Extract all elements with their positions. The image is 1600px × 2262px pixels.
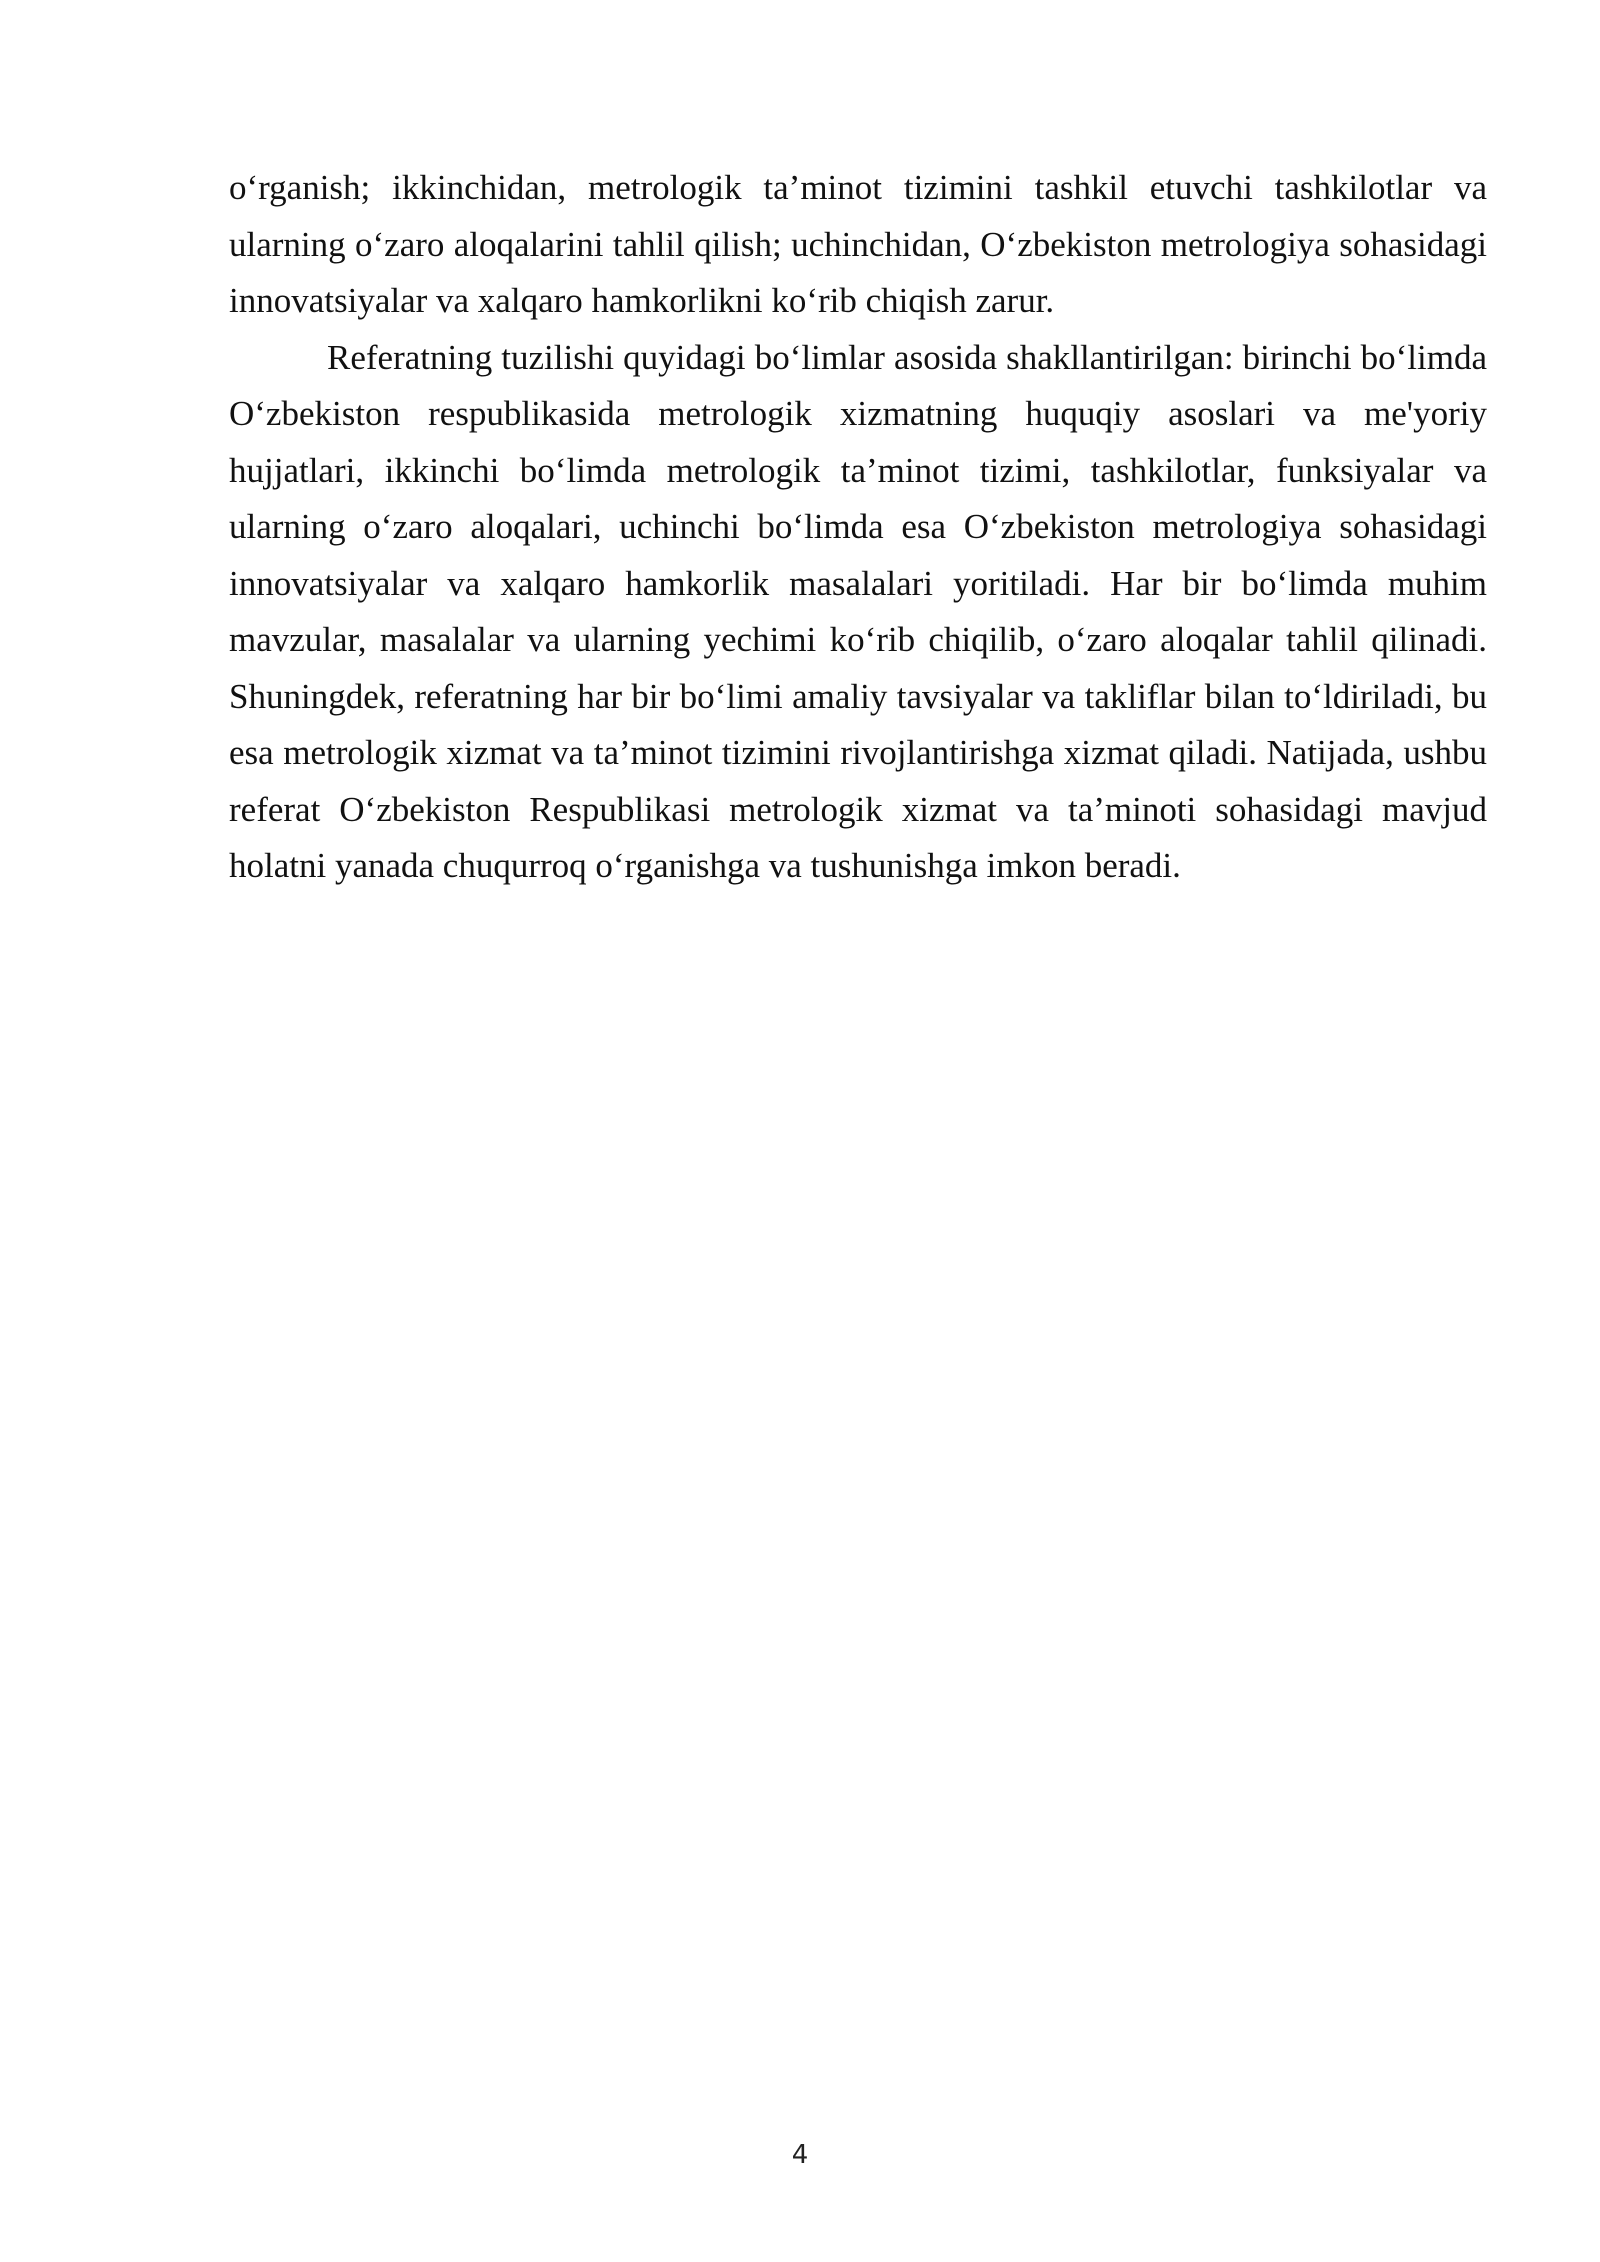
body-text xyxy=(229,160,1487,895)
paragraph-referat-structure: Referatning tuzilishi quyidagi bo‘limlar asosida shakllantirilgan: birinchi bo‘limda O‘zbekiston respublikasida metrologik xizmatning huquqiy asoslari va me'yoriy hujjatlari, ikkinchi bo‘limda metrologik ta’minot tizimi, tashkilotlar, funksiyalar va ularning o‘zaro aloqalari, uchinchi bo‘limda esa O‘zbekiston metrologiya sohasidagi innovatsiyalar va xalqaro hamkorlik masalalari yoritiladi. Har bir bo‘limda muhim mavzular, masalalar va ularning yechimi ko‘rib chiqilib, o‘zaro aloqalar tahlil qilinadi. Shuningdek, referatning har bir bo‘limi amaliy tavsiyalar va takliflar bilan to‘ldiriladi, bu esa metrologik xizmat va ta’minot tizimini rivojlantirishga xizmat qiladi. Natijada, ushbu referat O‘zbekiston Respublikasi metrologik xizmat va ta’minoti sohasidagi mavjud holatni yanada chuqurroq o‘rganishga va tushunishga imkon beradi. xyxy=(229,337,1487,885)
page-number: 4 xyxy=(791,2140,809,2170)
paragraph-continuation: o‘rganish; ikkinchidan, metrologik ta’minot tizimini tashkil etuvchi tashkilotlar va ularning o‘zaro aloqalarini tahlil qilish; uchinchidan, O‘zbekiston metrologiya sohasidagi innovatsiyalar va xalqaro hamkorlikni ko‘rib chiqish zarur. xyxy=(229,168,1487,320)
